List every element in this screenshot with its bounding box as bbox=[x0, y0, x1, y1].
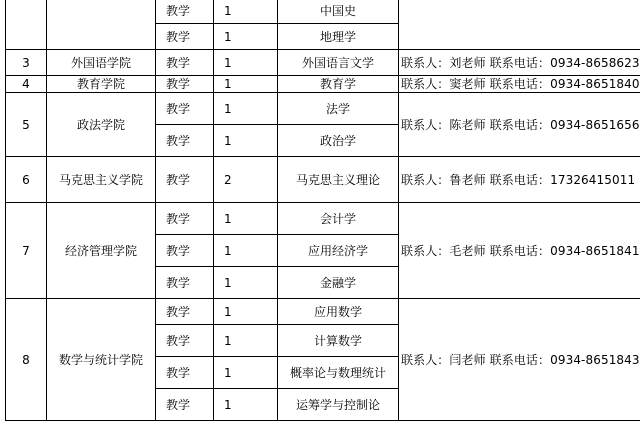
row-number-cell: 6 bbox=[6, 157, 47, 203]
table-row bbox=[6, 157, 640, 203]
major-cell: 应用经济学 bbox=[278, 235, 399, 267]
contact-cell: 联系人：鲁老师 联系电话：17326415011 bbox=[399, 157, 640, 203]
major-cell: 应用数学 bbox=[278, 299, 399, 325]
major-cell: 会计学 bbox=[278, 203, 399, 235]
post-type-cell: 教学 bbox=[156, 203, 214, 235]
major-cell: 教育学 bbox=[278, 76, 399, 93]
major-cell: 运筹学与控制论 bbox=[278, 389, 399, 421]
headcount-cell: 1 bbox=[214, 0, 278, 24]
table-row bbox=[6, 93, 640, 125]
post-type-cell: 教学 bbox=[156, 299, 214, 325]
headcount-cell: 1 bbox=[214, 357, 278, 389]
headcount-cell: 1 bbox=[214, 76, 278, 93]
row-number-cell: 5 bbox=[6, 93, 47, 157]
headcount-cell: 1 bbox=[214, 235, 278, 267]
major-cell: 马克思主义理论 bbox=[278, 157, 399, 203]
row-number-cell: 7 bbox=[6, 203, 47, 299]
post-type-cell: 教学 bbox=[156, 24, 214, 50]
table-row bbox=[6, 50, 640, 76]
post-type-cell: 教学 bbox=[156, 325, 214, 357]
headcount-cell: 1 bbox=[214, 389, 278, 421]
college-cell: 数学与统计学院 bbox=[47, 299, 156, 421]
contact-cell: 联系人：陈老师 联系电话：0934-8651656 bbox=[399, 93, 640, 157]
college-cell: 外国语学院 bbox=[47, 50, 156, 76]
major-cell: 金融学 bbox=[278, 267, 399, 299]
post-type-cell: 教学 bbox=[156, 125, 214, 157]
post-type-cell: 教学 bbox=[156, 93, 214, 125]
row-number-cell bbox=[6, 0, 47, 50]
headcount-cell: 1 bbox=[214, 267, 278, 299]
college-cell: 马克思主义学院 bbox=[47, 157, 156, 203]
table-row bbox=[6, 76, 640, 93]
contact-cell: 联系人：毛老师 联系电话：0934-8651841 bbox=[399, 203, 640, 299]
college-cell bbox=[47, 0, 156, 50]
headcount-cell: 1 bbox=[214, 24, 278, 50]
post-type-cell: 教学 bbox=[156, 357, 214, 389]
major-cell: 概率论与数理统计 bbox=[278, 357, 399, 389]
headcount-cell: 1 bbox=[214, 93, 278, 125]
table-row bbox=[6, 299, 640, 325]
row-number-cell: 8 bbox=[6, 299, 47, 421]
row-number-cell: 4 bbox=[6, 76, 47, 93]
major-cell: 外国语言文学 bbox=[278, 50, 399, 76]
row-number-cell: 3 bbox=[6, 50, 47, 76]
headcount-cell: 2 bbox=[214, 157, 278, 203]
post-type-cell: 教学 bbox=[156, 76, 214, 93]
major-cell: 地理学 bbox=[278, 24, 399, 50]
contact-cell: 联系人：窦老师 联系电话：0934-8651840 bbox=[399, 76, 640, 93]
post-type-cell: 教学 bbox=[156, 157, 214, 203]
major-cell: 中国史 bbox=[278, 0, 399, 24]
headcount-cell: 1 bbox=[214, 125, 278, 157]
post-type-cell: 教学 bbox=[156, 235, 214, 267]
post-type-cell: 教学 bbox=[156, 0, 214, 24]
table-row bbox=[6, 0, 640, 24]
table-row bbox=[6, 203, 640, 235]
college-cell: 政法学院 bbox=[47, 93, 156, 157]
major-cell: 计算数学 bbox=[278, 325, 399, 357]
post-type-cell: 教学 bbox=[156, 389, 214, 421]
headcount-cell: 1 bbox=[214, 325, 278, 357]
headcount-cell: 1 bbox=[214, 299, 278, 325]
headcount-cell: 1 bbox=[214, 203, 278, 235]
college-cell: 经济管理学院 bbox=[47, 203, 156, 299]
major-cell: 政治学 bbox=[278, 125, 399, 157]
college-cell: 教育学院 bbox=[47, 76, 156, 93]
contact-cell: 联系人：刘老师 联系电话：0934-8658623 bbox=[399, 50, 640, 76]
post-type-cell: 教学 bbox=[156, 267, 214, 299]
recruitment-table bbox=[5, 0, 640, 421]
post-type-cell: 教学 bbox=[156, 50, 214, 76]
contact-cell bbox=[399, 0, 640, 50]
contact-cell: 联系人：闫老师 联系电话：0934-8651843 bbox=[399, 299, 640, 421]
major-cell: 法学 bbox=[278, 93, 399, 125]
headcount-cell: 1 bbox=[214, 50, 278, 76]
